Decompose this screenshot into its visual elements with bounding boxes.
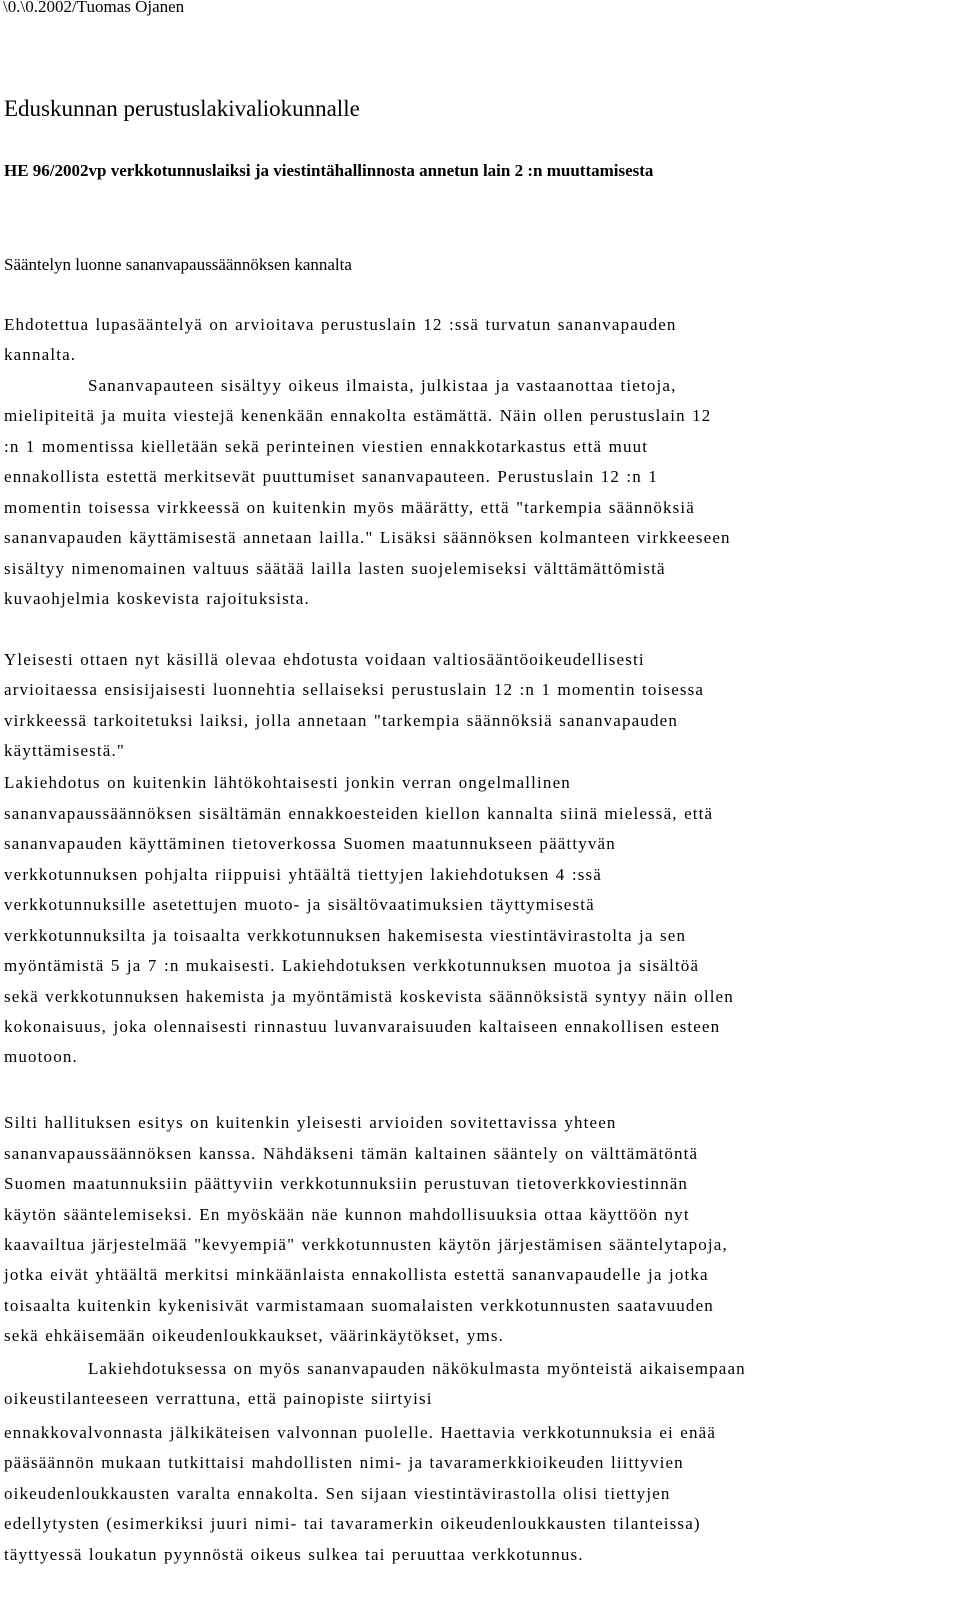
body-line: kannalta.	[4, 345, 77, 364]
body-line: pääsäännön mukaan tutkittaisi mahdollisten nimi- ja tavaramerkkioikeuden liittyvien	[4, 1453, 684, 1472]
body-line: ennakkovalvonnasta jälkikäteisen valvonnan puolelle. Haettavia verkkotunnuksia ei enää	[4, 1423, 717, 1442]
body-line: Silti hallituksen esitys on kuitenkin yleisesti arvioiden sovitettavissa yhteen	[4, 1113, 617, 1132]
body-line: käytön sääntelemiseksi. En myöskään näe kunnon mahdollisuuksia ottaa käyttöön nyt	[4, 1205, 690, 1224]
body-line: Lakiehdotus on kuitenkin lähtökohtaisesti jonkin verran ongelmallinen	[4, 773, 571, 792]
body-line: kuvaohjelmia koskevista rajoituksista.	[4, 589, 310, 608]
recipient-heading: Eduskunnan perustuslakivaliokunnalle	[4, 96, 360, 121]
body-line: mielipiteitä ja muita viestejä kenenkään ennakolta estämättä. Näin ollen perustuslain 12	[4, 406, 712, 425]
body-line: kokonaisuus, joka olennaisesti rinnastuu luvanvaraisuuden kaltaiseen ennakollisen esteen	[4, 1017, 721, 1036]
document-meta-line: \0.\0.2002/Tuomas Ojanen	[3, 0, 185, 16]
body-line: käyttämisestä."	[4, 741, 125, 760]
body-line: :n 1 momentissa kielletään sekä perinteinen viestien ennakkotarkastus että muut	[4, 437, 649, 456]
body-line: virkkeessä tarkoitetuksi laiksi, jolla annetaan "tarkempia säännöksiä sananvapauden	[4, 711, 678, 730]
body-line: oikeustilanteeseen verrattuna, että painopiste siirtyisi	[4, 1389, 433, 1408]
body-line: momentin toisessa virkkeessä on kuitenkin myös määrätty, että "tarkempia säännöksiä	[4, 498, 695, 517]
body-line: Suomen maatunnuksiin päättyviin verkkotunnuksiin perustuvan tietoverkkoviestinnän	[4, 1174, 689, 1193]
body-line: sekä ehkäisemään oikeudenloukkaukset, väärinkäytökset, yms.	[4, 1326, 505, 1345]
body-line: sananvapauden käyttämisestä annetaan lailla." Lisäksi säännöksen kolmanteen virkkeeseen	[4, 528, 731, 547]
body-line: verkkotunnuksen pohjalta riippuisi yhtäältä tiettyjen lakiehdotuksen 4 :ssä	[4, 865, 602, 884]
body-line: muotoon.	[4, 1047, 78, 1066]
section-heading: Sääntelyn luonne sananvapaussäännöksen kannalta	[4, 255, 352, 274]
body-line: arvioitaessa ensisijaisesti luonnehtia sellaiseksi perustuslain 12 :n 1 momentin toisessa	[4, 680, 705, 699]
body-line: täyttyessä loukatun pyynnöstä oikeus sulkea tai peruuttaa verkkotunnus.	[4, 1545, 584, 1564]
body-line: edellytysten (esimerkiksi juuri nimi- tai tavaramerkin oikeudenloukkausten tilanteissa)	[4, 1514, 701, 1533]
body-line: toisaalta kuitenkin kykenisivät varmistamaan suomalaisten verkkotunnusten saatavuuden	[4, 1296, 714, 1315]
body-line: Sananvapauteen sisältyy oikeus ilmaista, julkistaa ja vastaanottaa tietoja,	[88, 376, 677, 395]
body-line: verkkotunnuksille asetettujen muoto- ja sisältövaatimuksien täyttymisestä	[4, 895, 595, 914]
body-line: sananvapaussäännöksen kanssa. Nähdäkseni tämän kaltainen sääntely on välttämätöntä	[4, 1144, 699, 1163]
body-line: verkkotunnuksilta ja toisaalta verkkotunnuksen hakemisesta viestintävirastolta ja sen	[4, 926, 687, 945]
body-line: sekä verkkotunnuksen hakemista ja myöntämistä koskevista säännöksistä syntyy näin ollen	[4, 987, 734, 1006]
body-line: sisältyy nimenomainen valtuus säätää lailla lasten suojelemiseksi välttämättömistä	[4, 559, 666, 578]
body-line: sananvapauden käyttäminen tietoverkossa Suomen maatunnukseen päättyvän	[4, 834, 616, 853]
body-line: myöntämistä 5 ja 7 :n mukaisesti. Lakiehdotuksen verkkotunnuksen muotoa ja sisältöä	[4, 956, 700, 975]
body-line: Lakiehdotuksessa on myös sananvapauden näkökulmasta myönteistä aikaisempaan	[88, 1359, 746, 1378]
body-line: kaavailtua järjestelmää "kevyempiä" verkkotunnusten käytön järjestämisen sääntelytapoja,	[4, 1235, 728, 1254]
body-line: ennakollista estettä merkitsevät puuttumiset sananvapauteen. Perustuslain 12 :n 1	[4, 467, 658, 486]
body-line: sananvapaussäännöksen sisältämän ennakkoesteiden kiellon kannalta siinä mielessä, että	[4, 804, 714, 823]
body-line: Yleisesti ottaen nyt käsillä olevaa ehdotusta voidaan valtiosääntöoikeudellisesti	[4, 650, 645, 669]
body-line: jotka eivät yhtäältä merkitsi minkäänlaista ennakollista estettä sananvapaudelle ja jotka	[4, 1265, 709, 1284]
subject-heading: HE 96/2002vp verkkotunnuslaiksi ja viestintähallinnosta annetun lain 2 :n muuttamisesta	[4, 161, 654, 180]
body-line: oikeudenloukkausten varalta ennakolta. Sen sijaan viestintävirastolla olisi tiettyjen	[4, 1484, 671, 1503]
body-line: Ehdotettua lupasääntelyä on arvioitava perustuslain 12 :ssä turvatun sananvapauden	[4, 315, 677, 334]
